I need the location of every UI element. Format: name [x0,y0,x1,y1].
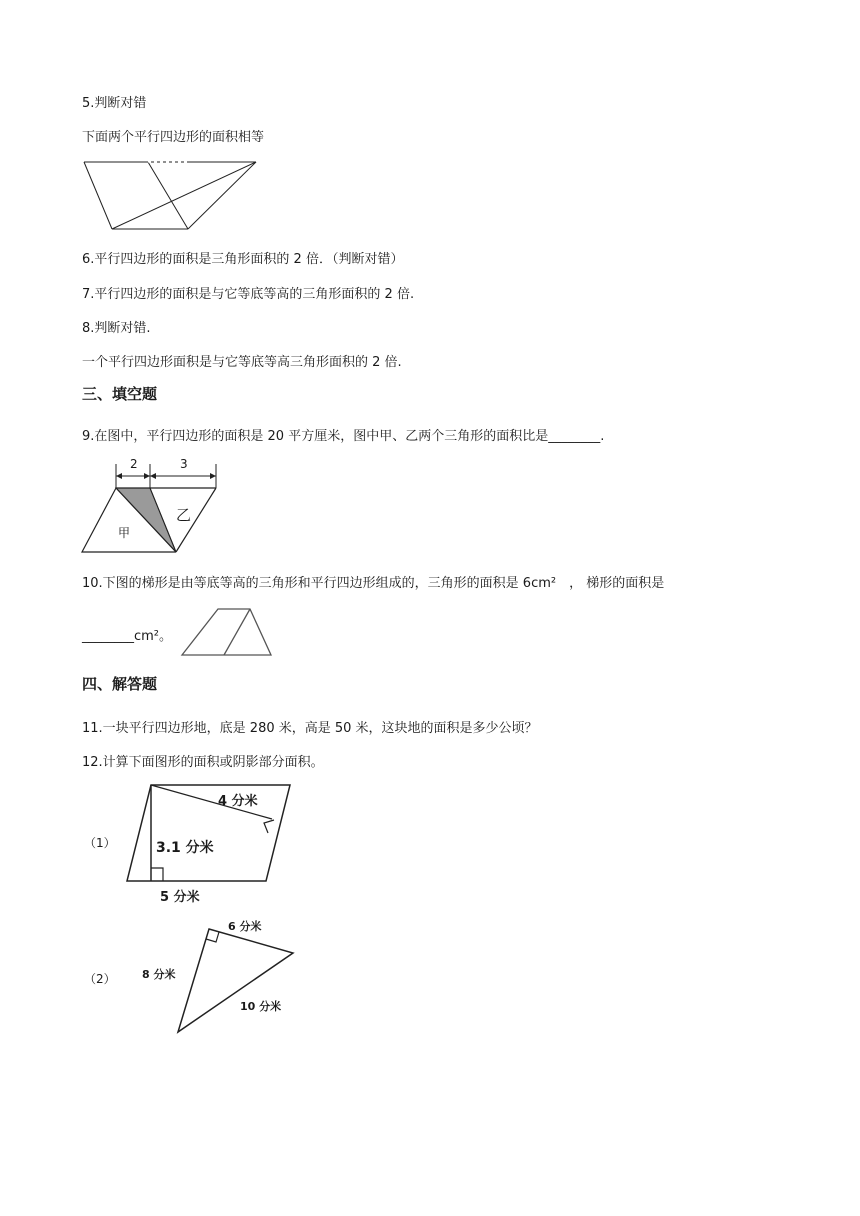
q5-title: 5.判断对错 [82,96,147,111]
q6-text: 6.平行四边形的面积是三角形面积的 2 倍．（判断对错） [82,252,404,267]
q12-part1-height-label: 3.1 分米 [156,840,214,856]
q8-title: 8.判断对错. [82,321,151,336]
q5-parallelogram-figure [82,158,258,232]
q12-part1-parallelogram [124,782,294,886]
q7-text: 7.平行四边形的面积是与它等底等高的三角形面积的 2 倍. [82,287,415,302]
q9-dim-b: 3 [180,457,188,471]
q9-text: 9.在图中，平行四边形的面积是 20 平方厘米，图中甲、乙两个三角形的面积比是________. [82,429,605,444]
q12-part2-left-label: 8 分米 [142,968,176,981]
q8-text: 一个平行四边形面积是与它等底等高三角形面积的 2 倍. [82,355,402,370]
q10-blank: ________cm²。 [82,629,173,644]
q10-text: 10.下图的梯形是由等底等高的三角形和平行四边形组成的，三角形的面积是 6cm² ， 梯形的面积是 [82,576,665,591]
q12-part1-label: （1） [84,836,116,850]
q9-figure [80,454,225,556]
q12-text: 12.计算下面图形的面积或阴影部分面积。 [82,755,324,770]
q11-text: 11.一块平行四边形地，底是 280 米，高是 50 米，这块地的面积是多少公顷？ [82,721,538,736]
q9-label-yi: 乙 [176,506,192,524]
q12-part2-hyp-label: 10 分米 [240,1000,282,1013]
q12-part1-base-label: 5 分米 [160,890,200,905]
q12-part1-side-label: 4 分米 [218,794,258,809]
section-3-heading: 三、填空题 [82,385,158,403]
q5-text: 下面两个平行四边形的面积相等 [82,130,265,145]
section-4-heading: 四、解答题 [82,675,158,693]
q12-part2-triangle [130,916,300,1036]
q9-label-jia: 甲 [118,526,131,540]
q12-part2-label: （2） [84,972,116,986]
q12-part2-top-label: 6 分米 [228,920,262,933]
q9-dim-a: 2 [130,457,138,471]
q10-trapezoid-figure [180,606,274,658]
